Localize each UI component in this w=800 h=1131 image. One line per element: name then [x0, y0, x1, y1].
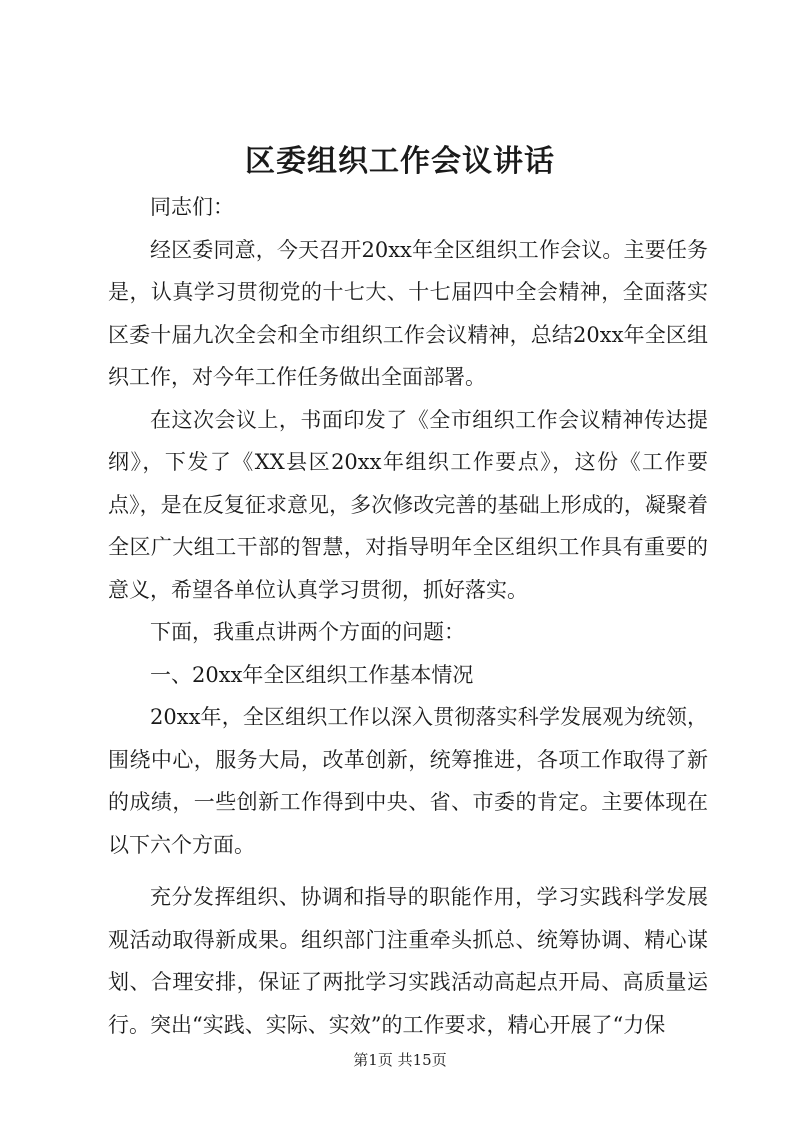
document-title: 区委组织工作会议讲话	[245, 144, 555, 179]
body-paragraph: 在这次会议上，书面印发了《全市组织工作会议精神传达提纲》，下发了《XX县区20xx年组织工作要点》，这份《工作要点》，是在反复征求意见，多次修改完善的基础上形成的，凝聚着全区广大组工干部的智慧，对指导明年全区组织工作具有重要的意义，希望各单位认真学习贯彻，抓好落实。	[108, 407, 708, 602]
page-number: 第1页 共15页	[353, 1051, 447, 1069]
section-heading: 一、20xx年全区组织工作基本情况	[150, 662, 474, 687]
body-paragraph: 20xx年，全区组织工作以深入贯彻落实科学发展观为统领，围绕中心，服务大局，改革创新，统筹推进，各项工作取得了新的成绩，一些创新工作得到中央、省、市委的肯定。主要体现在以下六个方面。	[108, 705, 708, 857]
body-paragraph: 经区委同意，今天召开20xx年全区组织工作会议。主要任务是，认真学习贯彻党的十七大、十七届四中全会精神，全面落实区委十届九次全会和全市组织工作会议精神，总结20xx年全区组织工作，对今年工作任务做出全面部署。	[108, 237, 708, 389]
document-body	[108, 186, 708, 1046]
body-paragraph: 下面，我重点讲两个方面的问题：	[150, 620, 465, 644]
salutation: 同志们：	[150, 195, 234, 219]
body-paragraph: 充分发挥组织、协调和指导的职能作用，学习实践科学发展观活动取得新成果。组织部门注重牵头抓总、统筹协调、精心谋划、合理安排，保证了两批学习实践活动高起点开局、高质量运行。突出“实践、实际、实效”的工作要求，精心开展了“力保	[108, 885, 708, 1037]
